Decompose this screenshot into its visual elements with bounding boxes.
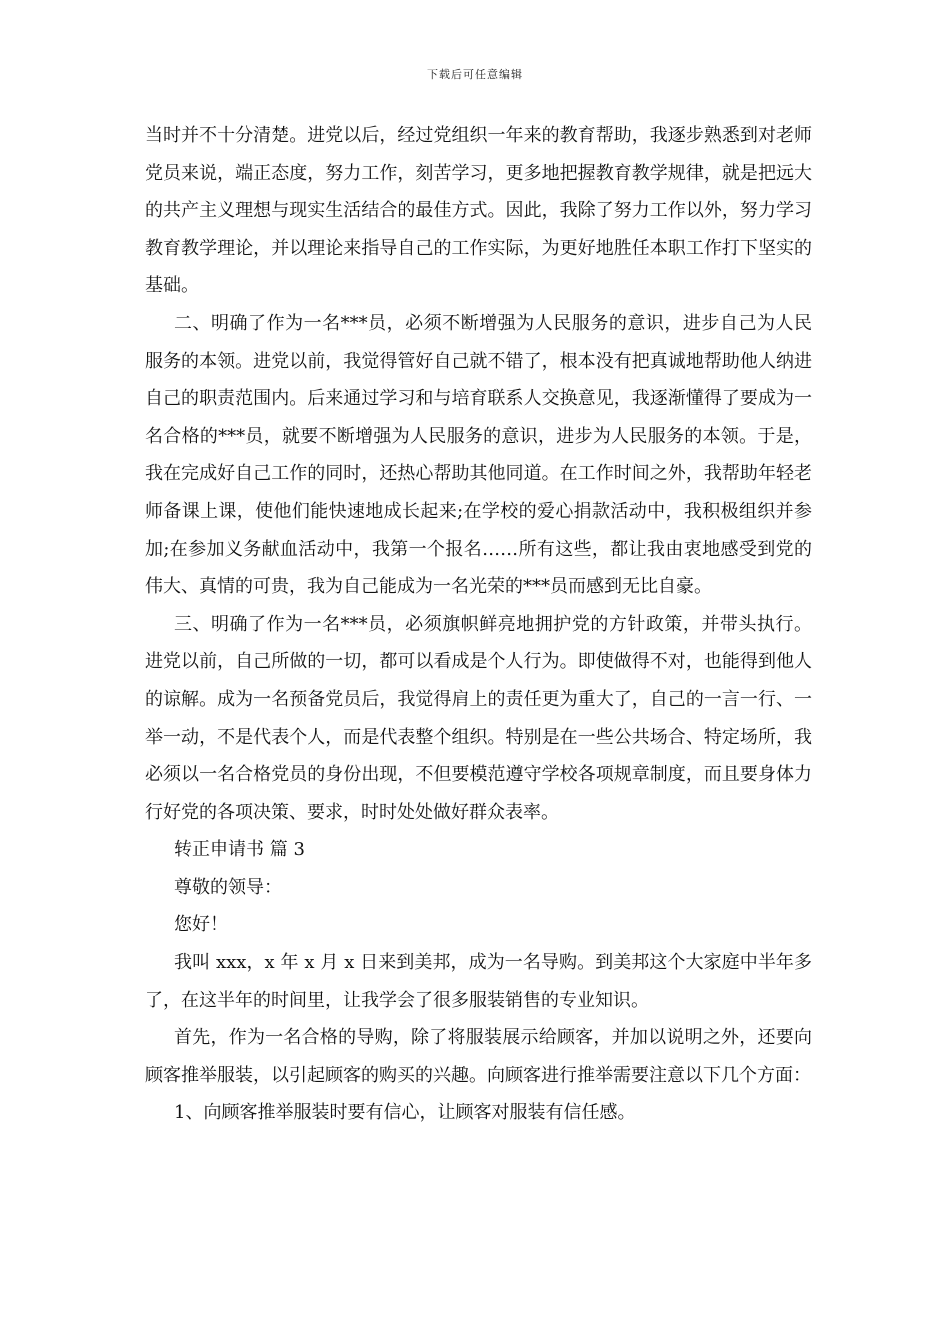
- section-heading: 转正申请书 篇 3: [174, 839, 305, 861]
- page-header-note: 下载后可任意编辑: [427, 68, 523, 81]
- salutation: 尊敬的领导：: [174, 876, 282, 898]
- greeting: 您好！: [174, 914, 228, 936]
- paragraph-first: 首先，作为一名合格的导购，除了将服装展示给顾客，并加以说明之外，还要向顾客推举服装，以引起顾客的购买的兴趣。向顾客进行推举需要注意以下几个方面：: [145, 1027, 812, 1086]
- document-body: [145, 117, 812, 1132]
- paragraph-2: 二、明确了作为一名***员，必须不断增强为人民服务的意识，进步自己为人民服务的本领。进党以前，我觉得管好自己就不错了，根本没有把真诚地帮助他人纳进自己的职责范围内。后来通过学习和与培育联系人交换意见，我逐渐懂得了要成为一名合格的***员，就要不断增强为人民服务的意识，进步为人民服务的本领。于是，我在完成好自己工作的同时，还热心帮助其他同道。在工作时间之外，我帮助年轻老师备课上课，使他们能快速地成长起来;在学校的爱心捐款活动中，我积极组织并参加;在参加义务献血活动中，我第一个报名……所有这些，都让我由衷地感受到党的伟大、真情的可贵，我为自己能成为一名光荣的***员而感到无比自豪。: [145, 312, 812, 598]
- paragraph-3: 三、明确了作为一名***员，必须旗帜鲜亮地拥护党的方针政策，并带头执行。进党以前，自己所做的一切，都可以看成是个人行为。即使做得不对，也能得到他人的谅解。成为一名预备党员后，我觉得肩上的责任更为重大了，自己的一言一行、一举一动，不是代表个人，而是代表整个组织。特别是在一些公共场合、特定场所，我必须以一名合格党员的身份出现，不但要模范遵守学校各项规章制度，而且要身体力行好党的各项决策、要求，时时处处做好群众表率。: [145, 613, 812, 823]
- paragraph-intro: 我叫 xxx，x 年 x 月 x 日来到美邦，成为一名导购。到美邦这个大家庭中半年多了，在这半年的时间里，让我学会了很多服装销售的专业知识。: [145, 952, 812, 1011]
- paragraph-1: 当时并不十分清楚。进党以后，经过党组织一年来的教育帮助，我逐步熟悉到对老师党员来说，端正态度，努力工作，刻苦学习，更多地把握教育教学规律，就是把远大的共产主义理想与现实生活结合的最佳方式。因此，我除了努力工作以外，努力学习教育教学理论，并以理论来指导自己的工作实际，为更好地胜任本职工作打下坚实的基础。: [145, 125, 812, 297]
- list-item-1: 1、向顾客推举服装时要有信心，让顾客对服装有信任感。: [174, 1102, 636, 1124]
